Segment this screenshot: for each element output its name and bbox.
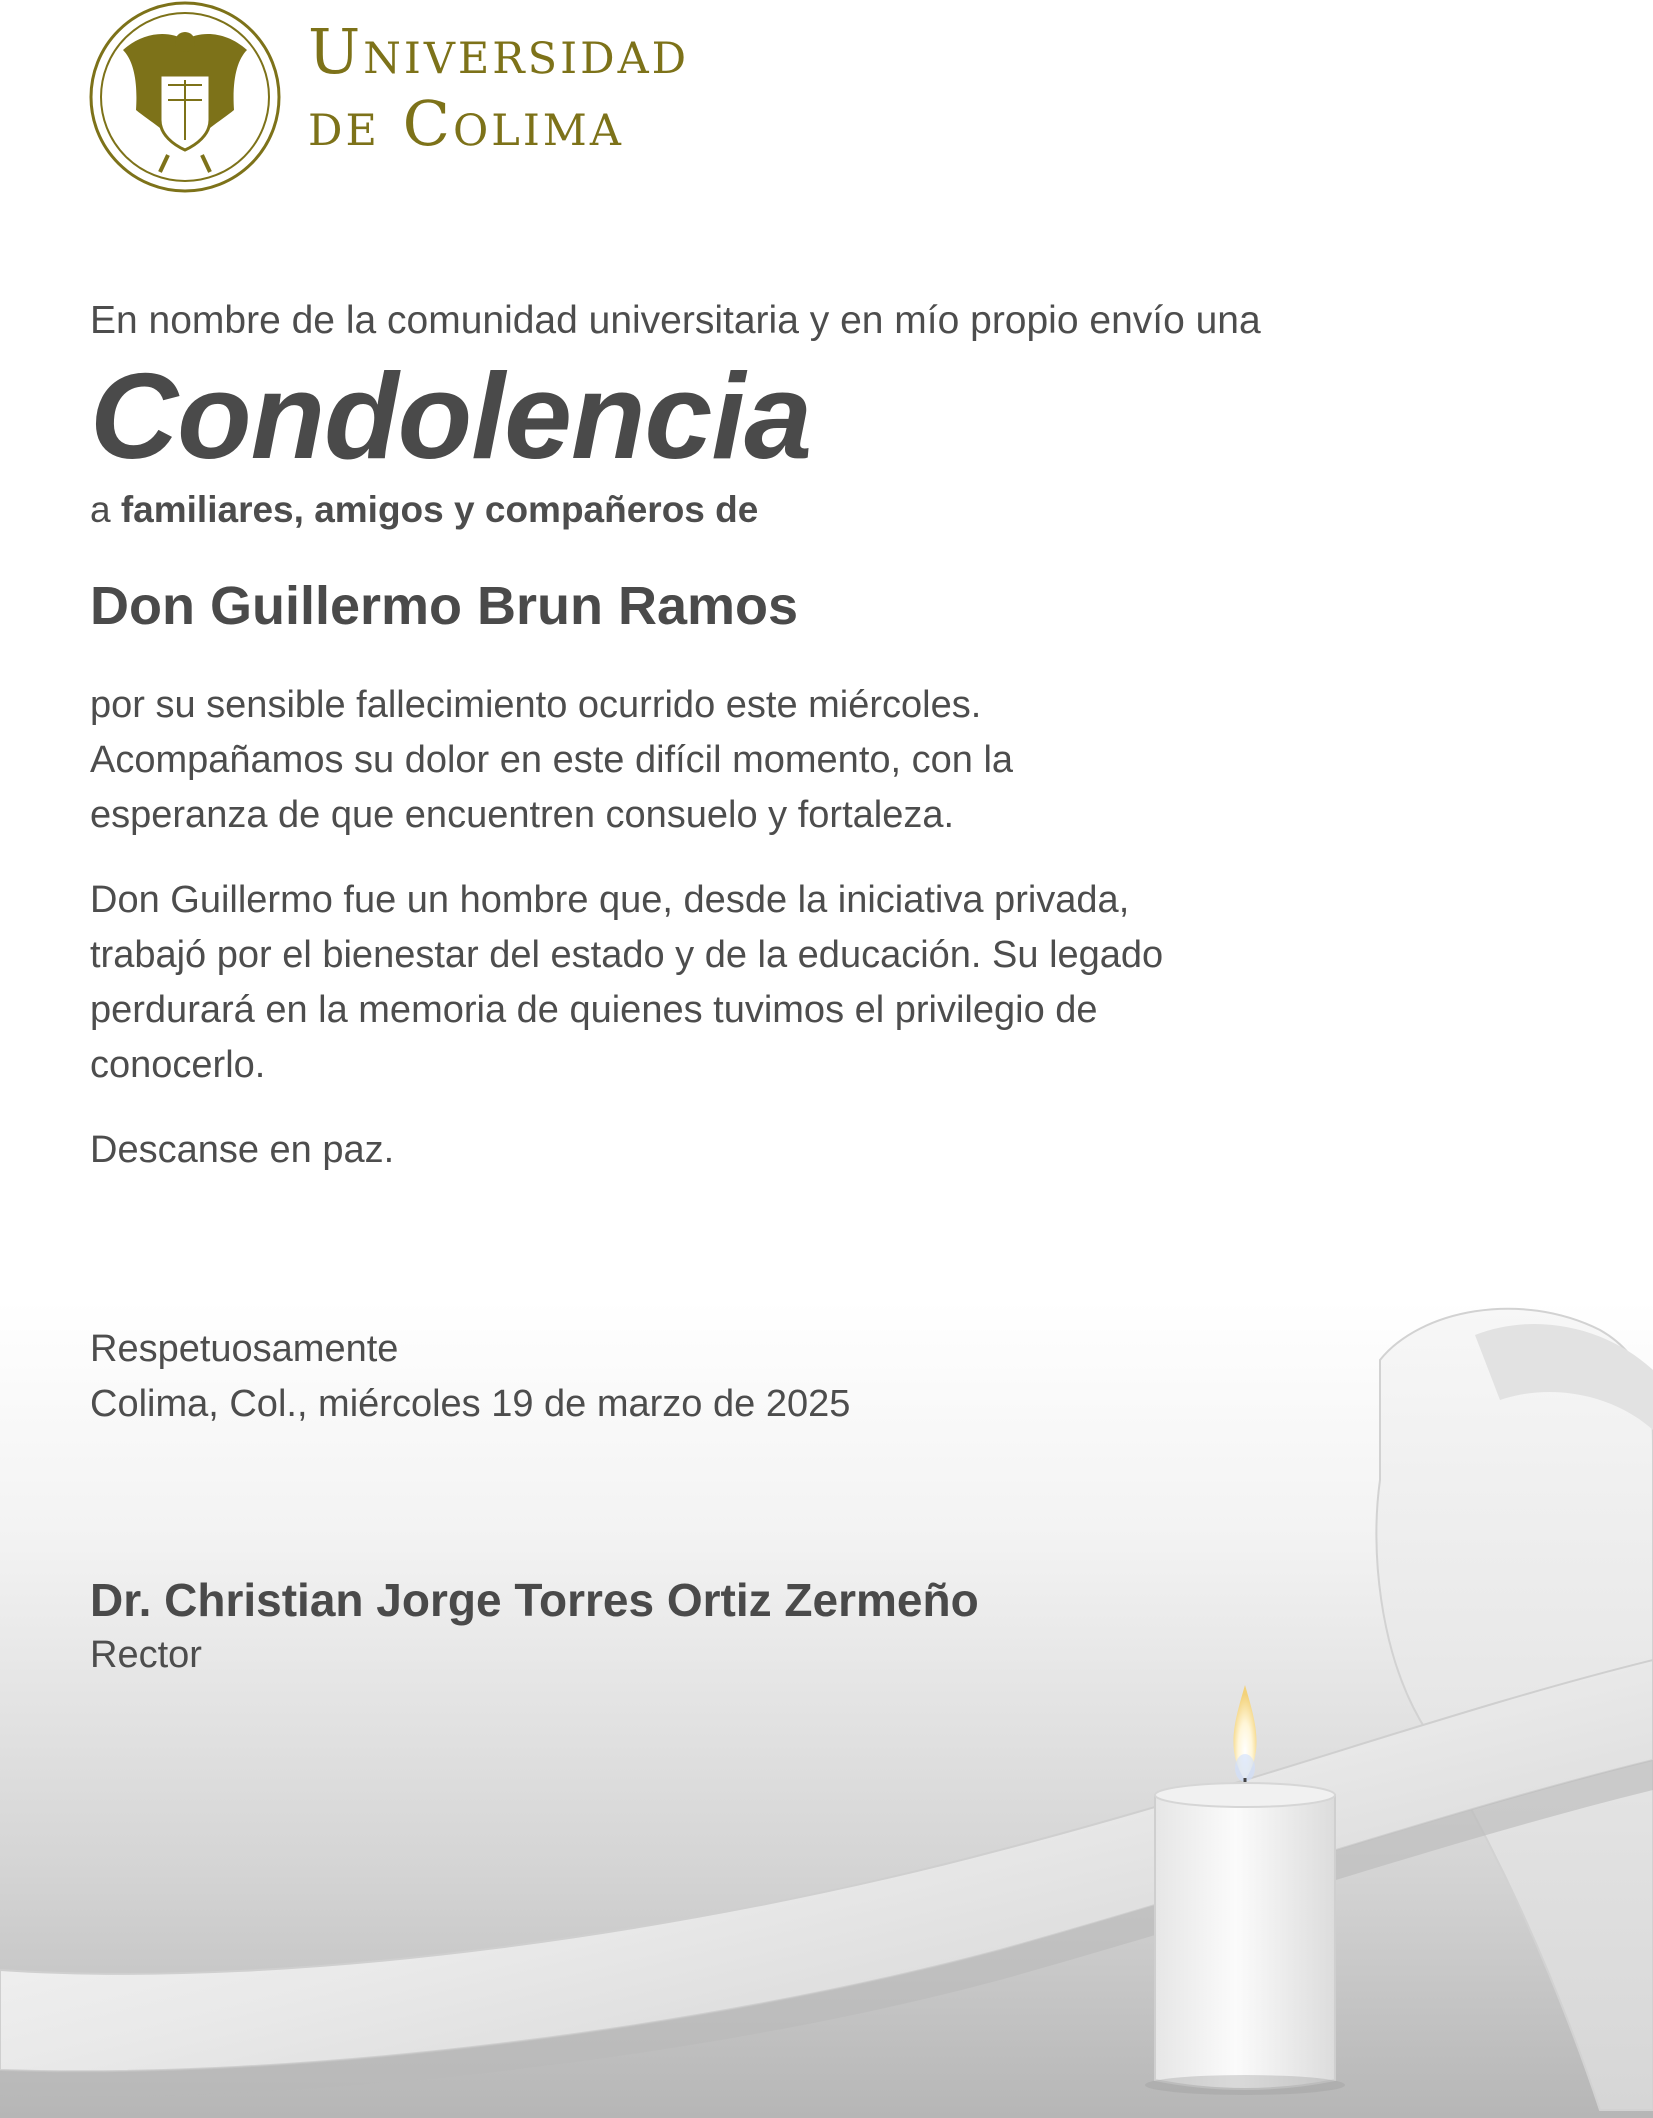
paragraph-1-line: por su sensible fallecimiento ocurrido este miércoles.: [90, 684, 982, 726]
paragraph-2: [90, 873, 1340, 1093]
closing-block: [90, 1322, 850, 1432]
deceased-name: Don Guillermo Brun Ramos: [90, 576, 799, 636]
brand-line-2: de Colima: [308, 87, 624, 160]
signature-block: [90, 1570, 979, 1680]
place-date: Colima, Col., miércoles 19 de marzo de 2025: [90, 1383, 851, 1425]
paragraph-2-line: conocerlo.: [90, 1044, 266, 1086]
letter-body: [90, 296, 1420, 1178]
paragraph-1-line: Acompañamos su dolor en este difícil momento, con la: [90, 739, 1014, 781]
university-seal-icon: [88, 0, 282, 194]
signer-title: Rector: [90, 1634, 202, 1676]
addressee-prefix: a: [90, 489, 121, 530]
signer-name: Dr. Christian Jorge Torres Ortiz Zermeño: [90, 1574, 979, 1626]
paragraph-2-line: trabajó por el bienestar del estado y de la educación. Su legado: [90, 934, 1164, 976]
paragraph-2-line: perdurará en la memoria de quienes tuvimos el privilegio de: [90, 989, 1098, 1031]
intro-line: En nombre de la comunidad universitaria y en mío propio envío una: [90, 299, 1261, 342]
addressee-line: [90, 486, 1420, 534]
university-wordmark: [308, 16, 689, 160]
addressee-bold: familiares, amigos y compañeros de: [120, 489, 759, 530]
paragraph-3: Descanse en paz.: [90, 1129, 395, 1171]
paragraph-2-line: Don Guillermo fue un hombre que, desde la iniciativa privada,: [90, 879, 1130, 921]
page-title: Condolencia: [90, 348, 812, 484]
candle-icon: [1130, 1680, 1360, 2100]
paragraph-1: [90, 678, 1340, 843]
university-header: [88, 0, 788, 195]
brand-line-1: Universidad: [308, 15, 690, 88]
closing-salutation: Respetuosamente: [90, 1328, 399, 1370]
paragraph-1-line: esperanza de que encuentren consuelo y fortaleza.: [90, 794, 955, 836]
